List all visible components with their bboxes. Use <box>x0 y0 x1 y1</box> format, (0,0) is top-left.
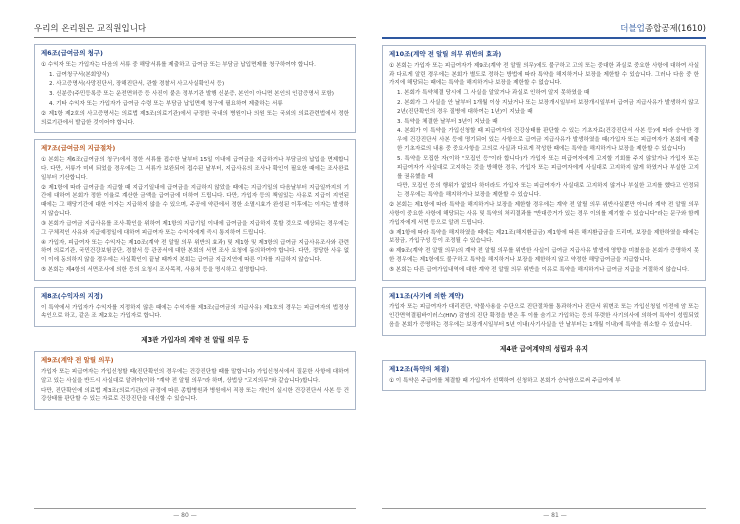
paragraph: 다만, 모집인 등의 행위가 없었다 하더라도 가입자 또는 피급여자가 사실대로 고지하지 않거나 부실한 고지를 했다고 인정되는 경우에는 특약을 해지하거나 보장을 제한할 수 있습니다. <box>397 183 699 199</box>
paragraph: 3. 특약을 체결한 날부터 3년이 지났을 때 <box>397 118 498 125</box>
left-header <box>34 18 356 34</box>
paragraph: ⑤ 본회는 다른 급여가입내역에 대한 계약 전 알릴 의무 위반을 이유로 특약을 해지하거나 급여금 지급을 거절하지 않습니다. <box>389 266 690 273</box>
left-header-title: 우리의 온리원은 교직원입니다 <box>34 24 147 34</box>
left-section-box-4 <box>34 351 356 410</box>
paragraph: ① 이 특약은 주급여를 체결할 때 가입자가 선택하여 신청하고 본회가 승낙함으로써 주급여에 부 <box>389 377 621 384</box>
paragraph: 이 특약에서 가입자가 수익자를 지정하지 않은 때에는 수익자를 제3조(급여금의 지급사유) 제1호의 경우는 피급여자의 법정상속인으로 하고, 같은 조 제2호는 가입자로 합니다. <box>41 304 349 320</box>
chapter-title: 제3관 가입자의 계약 전 알릴 의무 등 <box>141 336 249 345</box>
paragraph: 2. 사고증명서(사망진단서, 장해진단서, 관할 경찰서 사고사실확인서 등) <box>49 81 225 88</box>
right-footer-rule <box>382 508 706 509</box>
right-header-accent: 더블업 <box>620 24 645 34</box>
right-header <box>382 18 706 34</box>
left-header-rule <box>34 37 356 38</box>
right-header-rest: 종합공제(1610) <box>644 24 706 34</box>
section-title: 제8조(수익자의 지정) <box>41 291 103 300</box>
right-page-number: — 81 — <box>543 512 567 519</box>
section-title: 제10조(계약 전 알릴 의무 위반의 효과) <box>389 50 502 58</box>
paragraph: 2. 본회가 그 사실을 안 날부터 1개월 이상 지났거나 또는 보장개시일부터 보장개시일부터 급여금 지급사유가 발생하지 않고 2년(진단확인의 경우 질병에 대하여는 1년)이 지났을 때 <box>397 100 699 115</box>
right-section-box-3 <box>382 360 706 392</box>
paragraph: 4. 본회가 이 특약을 가입신청할 때 피급여자의 건강상태를 판단할 수 있는 기초자료(건강진단서 사본 등)에 따라 승낙한 경우에 건강진단서 사본 등에 명기되어 있는 사항으로 급여금 지급사유가 발생하였을 때(가입자 또는 피급여자가 본회에 제출한 기초자료의 내용 중 중요사항을 고의로 사실과 다르게 작성한 때에는 특약을 해지하거나 보장을 제한할 수 있습니다) <box>397 128 699 153</box>
right-page <box>370 0 740 524</box>
left-section-box-1 <box>34 44 356 133</box>
paragraph: 가입자 또는 피급여자는 가입신청할 때(진단확인의 경우에는 건강진단할 때를 말합니다) 가입신청서에서 질문한 사항에 대하여 알고 있는 사실을 반드시 사실대로 알려야(이하 "계약 전 알릴 의무"라 하며, 상법상 "고지의무"와 같습니다)합니다. <box>41 368 349 384</box>
paragraph: ① 수익자 또는 가입자는 다음의 서류 중 해당서류를 제출하고 급여금 또는 부담금 납입면제를 청구하여야 합니다. <box>41 61 316 68</box>
paragraph: ⑤ 본회는 제4항의 서면조사에 의한 등의 요청시 조사목적, 사용처 등을 명시하고 설명합니다. <box>41 267 268 274</box>
paragraph: ② 제1항에 따라 급여금을 지급할 때 지급기일내에 급여금을 지급하지 않았을 때에는 지급기일의 다음날부터 지급일까지의 기간에 대하여 본회가 정한 이율로 계산한 금액을 급여금에 더하여 드립니다. 다만, 가입자 등의 책임있는 사유로 지급이 지연된 때에는 그 해당기간에 대한 이자는 지급하지 않을 수 있으며, 주공에 약관에서 정한 소멸시효가 완성된 이후에는 이자는 발생하지 않습니다. <box>41 184 349 218</box>
right-section-box-1 <box>382 45 706 281</box>
paragraph: 3. 신분증(주민등록증 또는 운전면허증 등 사진이 붙은 정부기관 발행 신분증, 본인이 아니면 본인의 인감증명서 포함) <box>49 91 334 98</box>
paragraph: ② 제1항 제2호의 사고증명서는 의료법 제3조(의료기관)에서 규정한 국내의 병원이나 의원 또는 국외의 의료관련법에서 정한 의료기관에서 발급한 것이어야 합니다. <box>41 110 349 126</box>
paragraph: 4. 기타 수익자 또는 가입자가 급여금 수령 또는 부담금 납입면제 청구에 필요하여 제출하는 서류 <box>49 101 283 107</box>
left-footer-rule <box>34 508 356 509</box>
paragraph: 5. 특약을 모집한 자(이하 "모집인 등"이라 합니다)가 가입자 또는 피급여자에게 고지할 기회를 주지 않았거나 가입자 또는 피급여자가 사실대로 고지하는 것을 방해한 경우, 가입자 또는 피급여자에게 사실대로 고지하지 않게 하였거나 부실한 고지를 권유했을 때 <box>397 155 699 180</box>
paragraph: 가입자 또는 피급여자가 대리진단, 약물사용을 수단으로 진단절차를 통과하거나 진단서 위변조 또는 가입신청일 이전에 암 또는 인간면역결핍바이러스(HIV) 감염의 진단 확정을 받은 후 이를 숨기고 가입하는 등의 뚜렷한 사기의사에 의하여 특약이 성립되었음을 본회가 증명하는 경우에는 보장개시일부터 5년 이내(사기사실을 안 날부터는 1개월 이내)에 특약을 취소할 수 있습니다. <box>389 304 699 329</box>
paragraph: ① 본회는 가입자 또는 피급여자가 제9조(계약 전 알릴 의무)에도 불구하고 고의 또는 중대한 과실로 중요한 사항에 대하여 사실과 다르게 알린 경우에는 본회가 별도로 정하는 방법에 따라 특약을 해지하거나 보장을 제한할 수 있습니다. 그러나 다음 중 한 가지에 해당되는 때에는 특약을 해지하거나 보장을 제한할 수 없습니다. <box>389 62 699 87</box>
chapter-title: 제4관 급여계약의 성립과 유지 <box>500 344 588 353</box>
section-title: 제6조(급여금의 청구) <box>41 49 103 57</box>
paragraph: 1. 급여청구서(본회양식) <box>49 71 110 78</box>
paragraph: ① 본회는 제6조(급여금의 청구)에서 정한 서류를 접수한 날부터 15일 이내에 급여금을 지급하거나 부담금의 납입을 면제합니다. 다만, 서류가 미비 되었을 경우에는 그 서류가 보완되어 접수된 날부터, 지급사유의 조사나 확인이 필요한 때에는 조사완료일부터 기산합니다. <box>41 157 349 181</box>
paragraph: 1. 본회가 특약체결 당시에 그 사실을 알았거나 과실로 인하여 알지 못하였을 때 <box>397 90 590 97</box>
left-section-box-3 <box>34 287 356 327</box>
left-page-number: — 80 — <box>173 512 197 519</box>
right-section-box-2 <box>382 287 706 336</box>
right-header-rule <box>382 37 706 39</box>
paragraph: ③ 제1항에 따라 특약을 해지하였을 때에는 제21조(해지환급금) 제1항에 따른 해지환급금을 드리며, 보장을 제한하였을 때에는 보장금, 가입구성 등이 조정될 수 있습니다. <box>389 229 699 245</box>
paragraph: ② 본회는 제1항에 따라 특약을 해지하거나 보장을 제한할 경우에는 계약 전 알릴 의무 위반사실뿐만 아니라 계약 전 알릴 의무 사항이 중요한 사항에 해당되는 사유 및 특약의 처리결과를 "반대증거가 있는 경우 이의를 제기할 수 있습니다"라는 문구와 함께 가입자에게 서면 등으로 알려 드립니다. <box>389 202 699 226</box>
left-section-box-2 <box>34 139 356 280</box>
section-title: 제11조(사기에 의한 계약) <box>389 291 464 300</box>
section-title: 제12조(특약의 체결) <box>389 364 450 373</box>
paragraph: ④ 가입자, 피급여자 또는 수익자는 제10조(계약 전 알릴 의무 위반의 효과) 및 제1항 및 제3항의 급여금 지급사유조사와 관련하여 의료기관, 국민건강보험공단, 경찰서 등 관공서에 대한 본회의 서면 조사 요청에 동의하여야 합니다. 다만, 정당한 사유 없이 이에 동의하지 않을 경우에는 사실확인이 끝날 때까지 본회는 급여금 지급지연에 따른 이자를 지급하지 않습니다. <box>41 239 349 264</box>
right-header-title <box>620 22 706 34</box>
section-title: 제7조(급여금의 지급절차) <box>41 144 116 153</box>
paragraph: ③ 본회가 급여금 지급사유를 조사·확인을 위하여 제1항의 지급기일 이내에 급여금을 지급하지 못할 것으로 예상되는 경우에는 그 구체적인 사유와 지급예정일에 대하여 피급여자 또는 수익자에게 즉시 통지하여 드립니다. <box>41 220 349 236</box>
paragraph: ④ 제9조(계약 전 알릴 의무)의 계약 전 알릴 의무를 위반한 사실이 급여금 지급사유 발생에 영향을 미쳤음을 본회가 증명하지 못한 경우에는 제1항에도 불구하고 특약을 해지하거나 보장을 제한하지 않고 약정한 해당급여금을 지급합니다. <box>389 248 699 264</box>
section-title: 제9조(계약 전 알릴 의무) <box>41 356 114 365</box>
paragraph: 다만, 진단확인에 의료법 제3조(의료기관)의 규정에 따른 종합병원과 병원에서 직장 또는 개인이 실시한 건강진단서 사본 등 건강상태를 판단할 수 있는 자료로 건강진단을 대신할 수 있습니다. <box>41 387 349 403</box>
